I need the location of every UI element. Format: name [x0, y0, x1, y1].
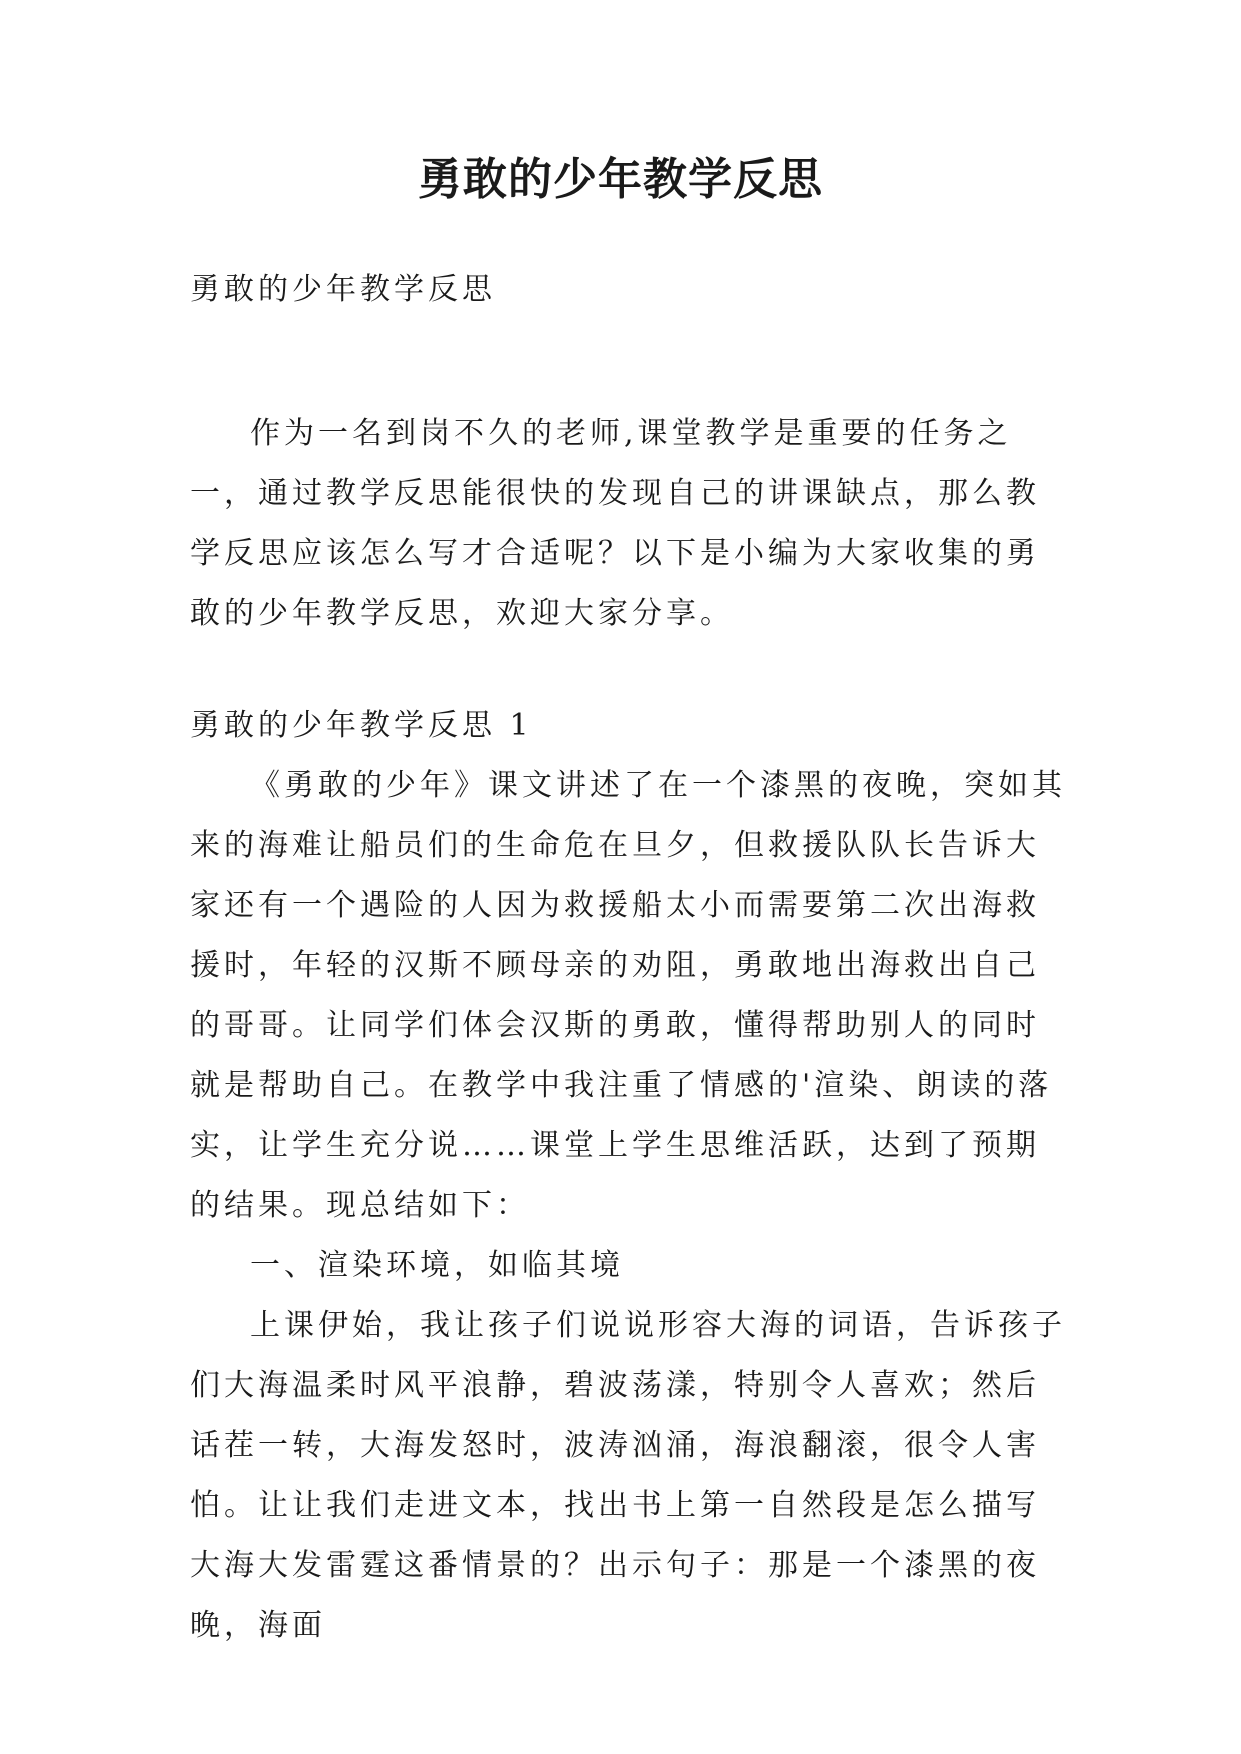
section-body — [190, 756, 1070, 1656]
paragraph: 上课伊始，我让孩子们说说形容大海的词语，告诉孩子们大海温柔时风平浪静，碧波荡漾，特别令人喜欢；然后话茬一转，大海发怒时，波涛汹涌，海浪翻滚，很令人害怕。让让我们走进文本，找出书上第一自然段是怎么描写大海大发雷霆这番情景的？出示句子：那是一个漆黑的夜晚，海面 — [190, 1308, 1066, 1643]
intro-paragraph: 作为一名到岗不久的老师,课堂教学是重要的任务之一，通过教学反思能很快的发现自己的讲课缺点，那么教学反思应该怎么写才合适呢？以下是小编为大家收集的勇敢的少年教学反思，欢迎大家分享。 — [190, 416, 1040, 631]
paragraph-heading: 一、渲染环境，如临其境 — [250, 1248, 624, 1283]
document-title: 勇敢的少年教学反思 — [418, 154, 823, 205]
intro-section — [190, 404, 1070, 644]
paragraph: 《勇敢的少年》课文讲述了在一个漆黑的夜晚，突如其来的海难让船员们的生命危在旦夕，但救援队队长告诉大家还有一个遇险的人因为救援船太小而需要第二次出海救援时，年轻的汉斯不顾母亲的劝阻，勇敢地出海救出自己的哥哥。让同学们体会汉斯的勇敢，懂得帮助别人的同时就是帮助自己。在教学中我注重了情感的'渲染、朗读的落实，让学生充分说……课堂上学生思维活跃，达到了预期的结果。现总结如下： — [190, 768, 1066, 1223]
document-subtitle: 勇敢的少年教学反思 — [190, 272, 496, 307]
section-heading: 勇敢的少年教学反思 1 — [190, 708, 533, 743]
